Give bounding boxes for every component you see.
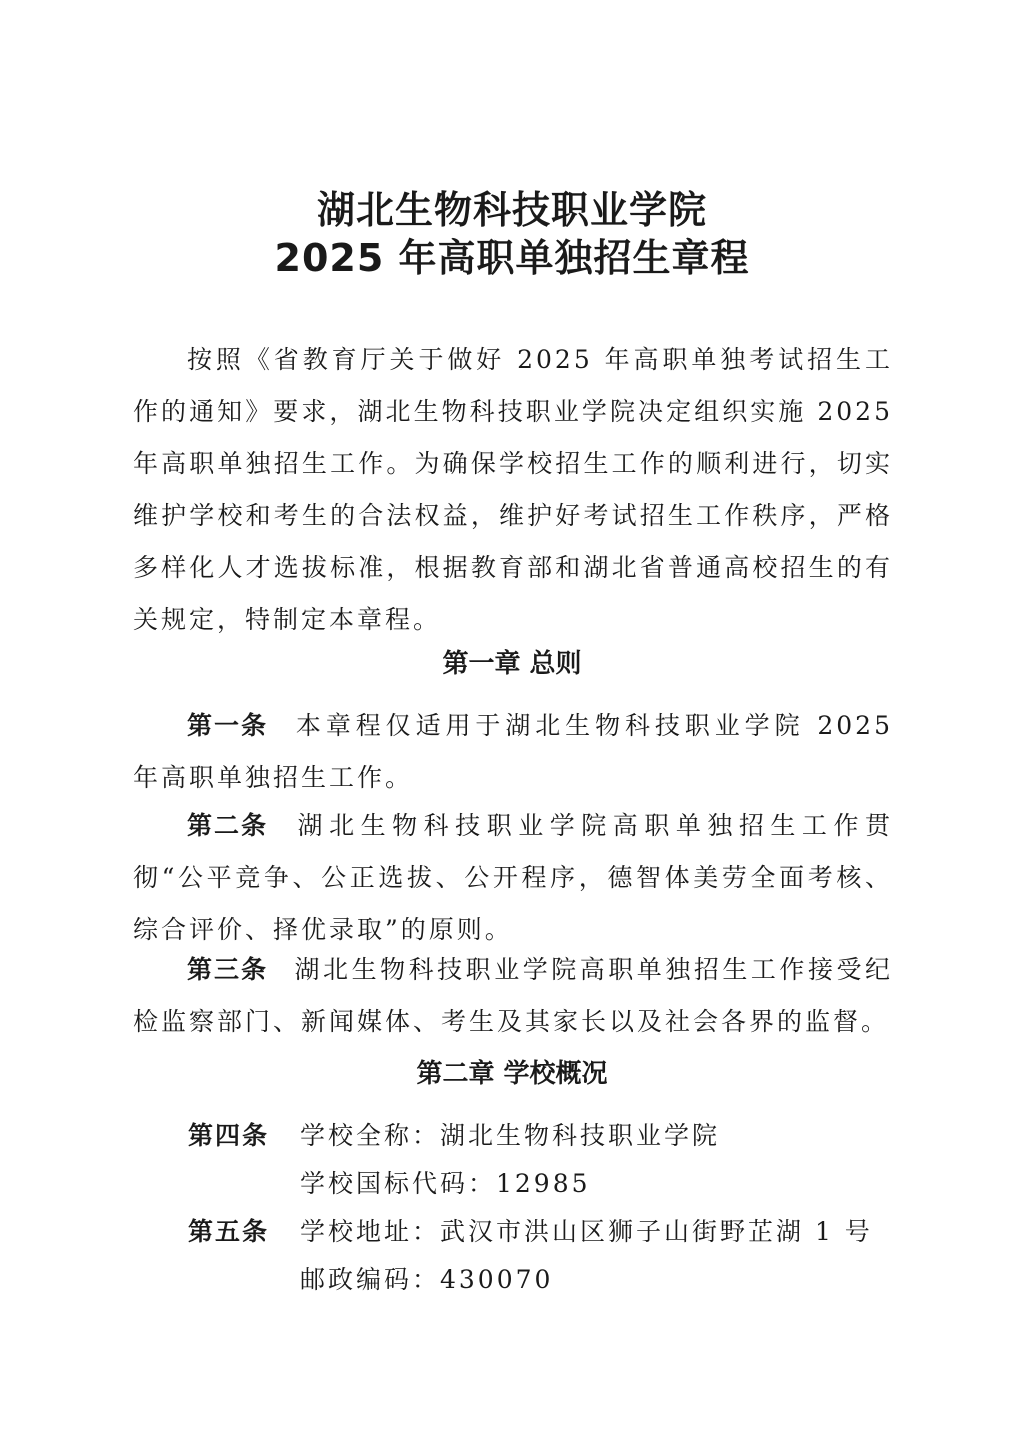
article-4-lead: 第四条 [188,1121,270,1150]
chapter-1-heading: 第一章 总则 [442,649,582,679]
article-4-line2 [188,1158,591,1210]
article-5-line1 [188,1206,873,1258]
article-1-text: 本章程仅适用于湖北生物科技职业学院 2025 年高职单独招生工作。 [133,711,893,792]
article-3 [133,944,893,1048]
article-4-line1 [188,1110,720,1162]
document-title-line1: 湖北生物科技职业学院 [316,188,707,232]
article-1-lead: 第一条 [187,711,269,740]
school-code: 学校国标代码：12985 [300,1169,591,1198]
article-3-lead: 第三条 [187,955,269,984]
chapter-2-heading: 第二章 学校概况 [416,1059,608,1089]
article-1 [133,700,893,804]
article-3-text: 湖北生物科技职业学院高职单独招生工作接受纪检监察部门、新闻媒体、考生及其家长以及社会各界的监督。 [133,955,893,1036]
article-5-lead: 第五条 [188,1217,270,1246]
postal-code: 邮政编码：430070 [300,1265,554,1294]
school-full-name: 学校全称：湖北生物科技职业学院 [300,1121,721,1150]
school-address: 学校地址：武汉市洪山区狮子山街野芷湖 1 号 [300,1217,873,1246]
article-2 [133,800,893,956]
intro-paragraph: 按照《省教育厅关于做好 2025 年高职单独考试招生工作的通知》要求，湖北生物科技职业学院决定组织实施 2025 年高职单独招生工作。为确保学校招生工作的顺利进行，切实维护学校和考生的合法权益，维护好考试招生工作秩序，严格多样化人才选拔标准，根据教育部和湖北省普通高校招生的有关规定，特制定本章程。 [133,345,893,634]
article-2-text: 湖北生物科技职业学院高职单独招生工作贯彻“公平竞争、公正选拔、公开程序，德智体美劳全面考核、综合评价、择优录取”的原则。 [133,811,893,944]
article-5-line2 [188,1254,553,1306]
article-2-lead: 第二条 [187,811,269,840]
document-title-line2: 2025 年高职单独招生章程 [274,236,750,280]
